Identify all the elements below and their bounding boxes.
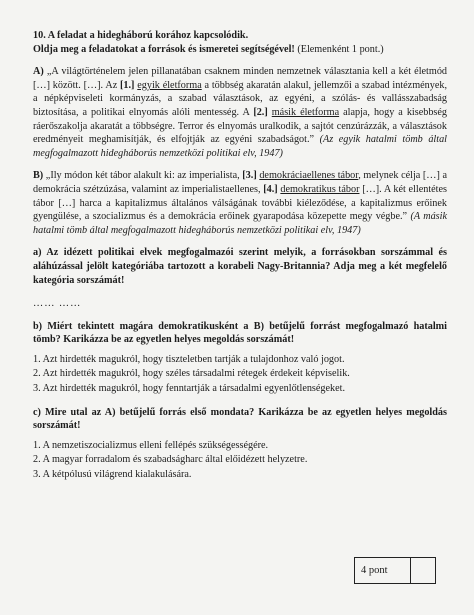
marker-2: [2.] [253,106,268,118]
source-a [33,65,447,160]
score-box-label: 4 pont [355,558,411,583]
answer-a-blanks[interactable]: …… …… [33,298,82,310]
task-instruction-line [33,43,447,57]
source-a-text-3: alapja, hogy a kisebbség ráerőszakolja akaratát a többségre. Terror és elnyomás uralkodik, a sajtót cenzúrázzák, a választások eredményeit meghamisítják, és elfojtják az egyéni szabadságot.” [33,106,447,146]
source-a-citation: (Az egyik hatalmi tömb által megfogalmazott hidegháborús nemzetközi politikai elv, 1947) [33,134,447,159]
task-instruction-note: (Elemenként 1 pont.) [297,43,384,55]
task-content [33,29,447,483]
source-a-text-2: a többség akaratán alakul, jellemzői a szabad intézmények, a népképviseleti kormányzás, a szabad választások, az egyéni, a szólás- és vallásszabadság biztosítása, a politikai elnyomás alóli mentesség. A [33,79,448,118]
marker-3: [3.] [242,170,257,182]
marker-1: [1.] [120,79,135,91]
source-b [33,169,447,237]
category-3: demokráciaellenes tábor [259,170,359,182]
score-box-field[interactable] [411,558,435,583]
option-b-2[interactable]: 2. Azt hirdették magukról, hogy széles társadalmi rétegek érdekeit képviselik. [33,368,350,380]
category-2: másik életforma [271,106,340,118]
source-a-label: A) [33,66,44,78]
question-c: c) Mire utal az A) betűjelű forrás első mondata? Karikázza be az egyetlen helyes megoldás sorszámát! [33,406,447,432]
task-instruction: Oldja meg a feladatokat a források és ismeretei segítségével! [33,43,295,55]
question-b: b) Miért tekintett magára demokratikusként a B) betűjelű forrást megfogalmazó hatalmi tömb? Karikázza be az egyetlen helyes megoldás sorszámát! [33,320,447,346]
source-b-text-2: , melynek célja […] a demokrácia szétzúzása, valamint az imperialistaellenes, [33,170,448,195]
category-4: demokratikus tábor [280,183,360,195]
source-b-text-1: „Ily módon két tábor alakult ki: az imperialista, [45,170,243,182]
score-box [354,557,436,584]
question-a: a) Az idézett politikai elvek megfogalmazói szerint melyik, a forrásokban sorszámmal és aláhúzással jelölt kategóriába tartozott a korabeli Nagy-Britannia? Adja meg a két megfelelő kategória sorszámát! [33,247,447,286]
option-c-2[interactable]: 2. A magyar forradalom és szabadságharc által előidézett helyzetre. [33,454,308,466]
source-a-text-1: „A világtörténelem jelen pillanatában csaknem minden nemzetnek választania kell a két életmód […] között. […]. Az [33,66,447,91]
task-title: 10. A feladat a hidegháború korához kapcsolódik. [33,30,249,41]
source-b-label: B) [33,170,44,182]
option-c-1[interactable]: 1. A nemzetiszocializmus elleni fellépés szükségességére. [33,439,269,451]
category-1: egyik életforma [137,79,202,91]
marker-4: [4.] [263,183,278,195]
option-b-3[interactable]: 3. Azt hirdették magukról, hogy fenntartják a társadalmi egyenlőtlenségeket. [33,383,346,395]
option-c-3[interactable]: 3. A kétpólusú világrend kialakulására. [33,469,192,481]
source-b-citation: (A másik hatalmi tömb által megfogalmazott hidegháborús nemzetközi politikai elv, 1947) [33,211,447,236]
source-b-text-3: […]. A két ellentétes tábor […] harca a kapitalizmus általános válságának további kiéleződése, a kapitalizmus erőinek gyengülése, a szocializmus és a demokrácia erőinek gyarapodása közepette megy végbe.” [33,183,447,223]
option-b-1[interactable]: 1. Azt hirdették magukról, hogy tiszteletben tartják a tulajdonhoz való jogot. [33,353,345,365]
